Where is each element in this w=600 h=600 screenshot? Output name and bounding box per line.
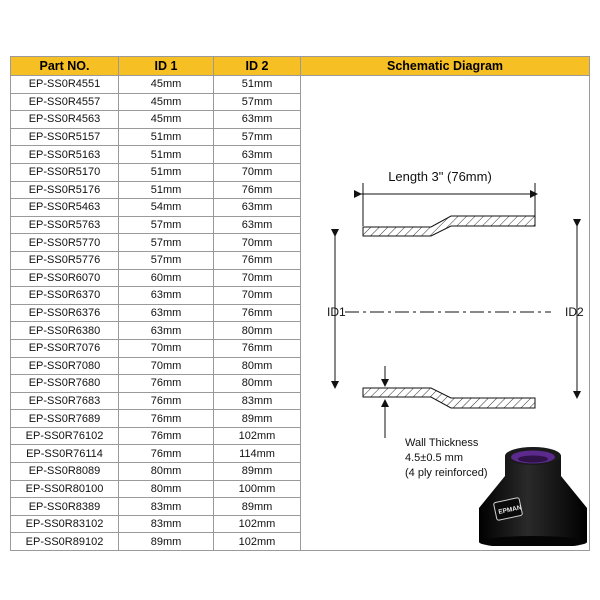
cell-id2: 100mm <box>214 480 301 498</box>
schematic-diagram <box>301 76 590 546</box>
cell-part: EP-SS0R80100 <box>11 480 119 498</box>
cell-id1: 89mm <box>119 533 214 551</box>
cell-id1: 57mm <box>119 234 214 252</box>
cell-part: EP-SS0R4551 <box>11 76 119 94</box>
id1-label: ID1 <box>327 305 346 319</box>
cell-id1: 60mm <box>119 269 214 287</box>
cell-part: EP-SS0R8089 <box>11 463 119 481</box>
cell-id2: 89mm <box>214 463 301 481</box>
cell-id2: 114mm <box>214 445 301 463</box>
hose-top-wall <box>363 216 535 236</box>
cell-part: EP-SS0R6380 <box>11 322 119 340</box>
cell-part: EP-SS0R76114 <box>11 445 119 463</box>
cell-id1: 76mm <box>119 445 214 463</box>
length-label: Length 3" (76mm) <box>388 169 492 184</box>
wall-thickness-value: 4.5±0.5 mm <box>405 452 464 464</box>
cell-part: EP-SS0R7689 <box>11 410 119 428</box>
cell-id2: 70mm <box>214 287 301 305</box>
cell-id1: 70mm <box>119 339 214 357</box>
cell-id1: 45mm <box>119 76 214 94</box>
cell-id1: 57mm <box>119 251 214 269</box>
cell-part: EP-SS0R6376 <box>11 304 119 322</box>
cell-part: EP-SS0R7080 <box>11 357 119 375</box>
cell-part: EP-SS0R7683 <box>11 392 119 410</box>
cell-id2: 80mm <box>214 375 301 393</box>
spec-table <box>10 56 590 551</box>
cell-id2: 76mm <box>214 339 301 357</box>
cell-id1: 45mm <box>119 93 214 111</box>
hose-inner-shadow <box>518 456 548 463</box>
cell-id2: 63mm <box>214 216 301 234</box>
cell-id2: 102mm <box>214 427 301 445</box>
cell-part: EP-SS0R5463 <box>11 199 119 217</box>
cell-part: EP-SS0R4563 <box>11 111 119 129</box>
cell-id1: 80mm <box>119 463 214 481</box>
cell-part: EP-SS0R7680 <box>11 375 119 393</box>
cell-id2: 89mm <box>214 410 301 428</box>
cell-part: EP-SS0R5170 <box>11 163 119 181</box>
cell-id2: 63mm <box>214 111 301 129</box>
cell-id1: 70mm <box>119 357 214 375</box>
cell-id1: 45mm <box>119 111 214 129</box>
cell-part: EP-SS0R8389 <box>11 498 119 516</box>
hose-body <box>479 456 587 542</box>
cell-part: EP-SS0R7076 <box>11 339 119 357</box>
cell-id1: 51mm <box>119 163 214 181</box>
cell-part: EP-SS0R5776 <box>11 251 119 269</box>
header-id2: ID 2 <box>214 57 301 76</box>
cell-id2: 76mm <box>214 181 301 199</box>
cell-id1: 83mm <box>119 515 214 533</box>
cell-part: EP-SS0R83102 <box>11 515 119 533</box>
cell-id2: 63mm <box>214 146 301 164</box>
cell-id2: 63mm <box>214 199 301 217</box>
cell-id1: 83mm <box>119 498 214 516</box>
table-body <box>11 76 590 551</box>
header-part-no: Part NO. <box>11 57 119 76</box>
cell-id2: 80mm <box>214 357 301 375</box>
cell-id2: 70mm <box>214 269 301 287</box>
cell-id2: 51mm <box>214 76 301 94</box>
cell-id2: 57mm <box>214 93 301 111</box>
cell-id2: 102mm <box>214 533 301 551</box>
cell-id2: 76mm <box>214 251 301 269</box>
cell-id2: 83mm <box>214 392 301 410</box>
cell-id2: 89mm <box>214 498 301 516</box>
cell-id2: 76mm <box>214 304 301 322</box>
id2-label: ID2 <box>565 305 584 319</box>
wall-thickness-label: Wall Thickness <box>405 437 479 449</box>
hose-logo-text: EPMAN <box>497 504 523 516</box>
cell-id2: 102mm <box>214 515 301 533</box>
header-schematic: Schematic Diagram <box>301 57 590 76</box>
cell-id2: 80mm <box>214 322 301 340</box>
cell-id1: 51mm <box>119 146 214 164</box>
cell-part: EP-SS0R5157 <box>11 128 119 146</box>
cell-part: EP-SS0R6070 <box>11 269 119 287</box>
cell-id1: 76mm <box>119 392 214 410</box>
cell-part: EP-SS0R5770 <box>11 234 119 252</box>
cell-id1: 51mm <box>119 128 214 146</box>
table-row <box>11 76 590 94</box>
cell-id1: 76mm <box>119 427 214 445</box>
header-row <box>11 57 590 76</box>
cell-id1: 51mm <box>119 181 214 199</box>
header-id1: ID 1 <box>119 57 214 76</box>
cell-part: EP-SS0R89102 <box>11 533 119 551</box>
cell-part: EP-SS0R76102 <box>11 427 119 445</box>
cell-part: EP-SS0R4557 <box>11 93 119 111</box>
cell-id1: 76mm <box>119 375 214 393</box>
cell-part: EP-SS0R5763 <box>11 216 119 234</box>
cell-id2: 70mm <box>214 163 301 181</box>
cell-id1: 63mm <box>119 287 214 305</box>
cell-id2: 57mm <box>214 128 301 146</box>
cell-id1: 57mm <box>119 216 214 234</box>
hose-photo <box>479 447 587 546</box>
cell-part: EP-SS0R5163 <box>11 146 119 164</box>
cell-id1: 54mm <box>119 199 214 217</box>
schematic-cell <box>301 76 590 551</box>
wall-ply-note: (4 ply reinforced) <box>405 467 488 479</box>
cell-part: EP-SS0R6370 <box>11 287 119 305</box>
cell-id2: 70mm <box>214 234 301 252</box>
cell-id1: 63mm <box>119 322 214 340</box>
cell-part: EP-SS0R5176 <box>11 181 119 199</box>
cell-id1: 80mm <box>119 480 214 498</box>
cell-id1: 63mm <box>119 304 214 322</box>
cell-id1: 76mm <box>119 410 214 428</box>
hose-bottom-wall <box>363 388 535 408</box>
